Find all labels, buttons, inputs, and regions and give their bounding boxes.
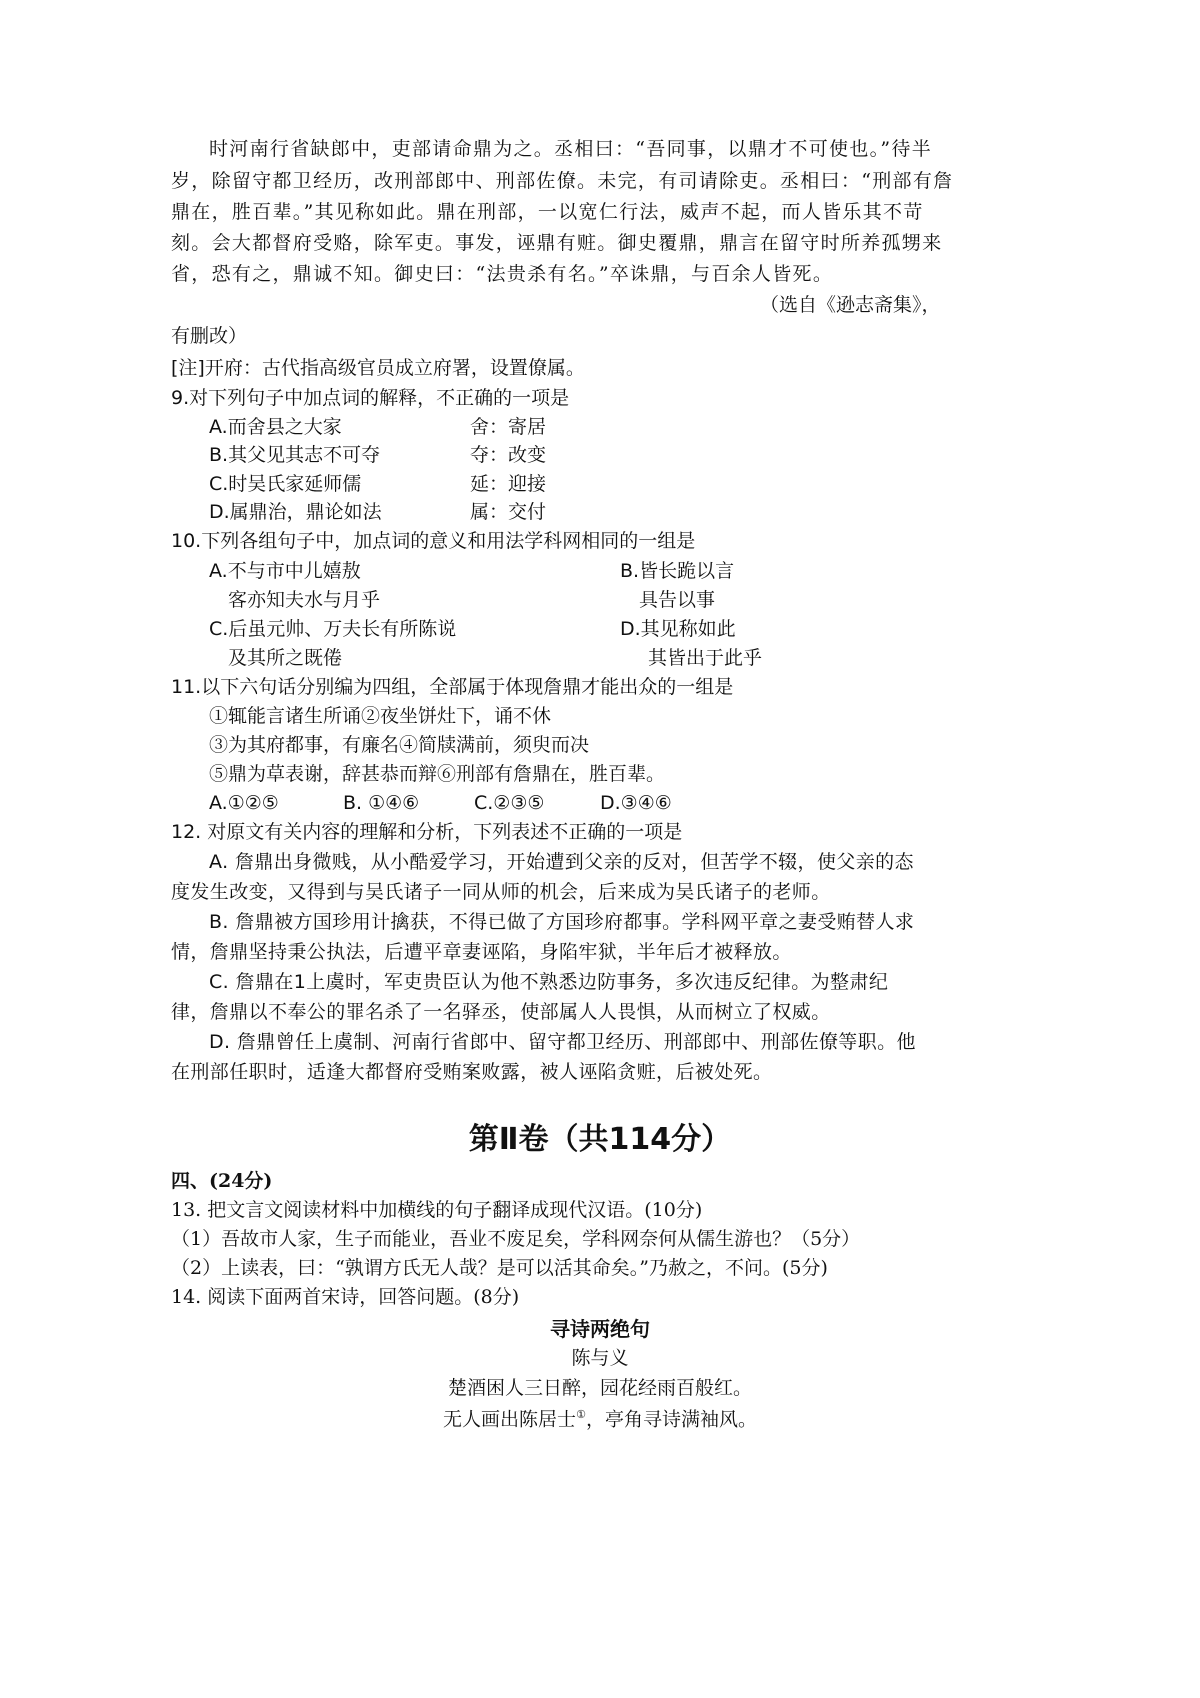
question-9-gloss-c: 延：迎接 bbox=[470, 473, 547, 495]
poem-line-2 bbox=[0, 1409, 1200, 1429]
passage-line: 刻。会大都督府受赂，除军吏。事发，诬鼎有赃。御史覆鼎，鼎言在留守时所养孤甥来 bbox=[171, 232, 943, 254]
question-11-option-a: A.①②⑤ bbox=[209, 792, 279, 814]
question-11-sentences-1: ①辄能言诸生所诵②夜坐饼灶下，诵不休 bbox=[209, 705, 552, 727]
section-4-heading: 四、(24分) bbox=[171, 1170, 273, 1192]
question-11-sentences-3: ⑤鼎为草表谢，辞甚恭而辩⑥刑部有詹鼎在，胜百辈。 bbox=[209, 763, 666, 785]
part-2-title: 第Ⅱ卷（共114分） bbox=[468, 1122, 732, 1157]
question-9-stem: 9.对下列句子中加点词的解释，不正确的一项是 bbox=[171, 387, 570, 409]
question-10-option-a-pair: 客亦知夫水与月乎 bbox=[228, 589, 381, 611]
passage-line: 省，恐有之，鼎诚不知。御史曰：“法贵杀有名。”卒诛鼎，与百余人皆死。 bbox=[171, 263, 834, 285]
question-11-option-b: B. ①④⑥ bbox=[343, 792, 420, 814]
question-10-option-c: C.后虽元帅、万夫长有所陈说 bbox=[209, 618, 457, 640]
passage-source-continued: 有删改） bbox=[171, 325, 248, 347]
poem-line-1: 楚酒困人三日醉，园花经雨百般红。 bbox=[447, 1377, 752, 1399]
question-13-stem: 13. 把文言文阅读材料中加横线的句子翻译成现代汉语。(10分) bbox=[171, 1199, 703, 1221]
passage-line: 鼎在，胜百辈。”其见称如此。鼎在刑部，一以宽仁行法，威声不起，而人皆乐其不苛 bbox=[171, 201, 924, 223]
question-11-sentences-2: ③为其府都事，有廉名④简牍满前，须臾而决 bbox=[209, 734, 590, 756]
question-9-option-d: D.属鼎治，鼎论如法 bbox=[209, 501, 382, 523]
question-9-option-c: C.时吴氏家延师儒 bbox=[209, 473, 362, 495]
question-14-stem: 14. 阅读下面两首宋诗，回答问题。(8分) bbox=[171, 1286, 520, 1308]
question-10-option-d-pair: 其皆出于此乎 bbox=[648, 647, 763, 669]
poem-title: 寻诗两绝句 bbox=[550, 1317, 650, 1341]
passage-source: （选自《逊志斋集》， bbox=[760, 294, 941, 316]
question-12-stem: 12. 对原文有关内容的理解和分析，下列表述不正确的一项是 bbox=[171, 821, 683, 843]
poem-line-2-second: ，亭角寻诗满袖风。 bbox=[585, 1408, 757, 1431]
passage-line: 岁，除留守都卫经历，改刑部郎中、刑部佐僚。未完，有司请除吏。丞相曰：“刑部有詹 bbox=[171, 170, 954, 192]
question-12-option-b-cont: 情，詹鼎坚持秉公执法，后遭平章妻诬陷，身陷牢狱，半年后才被释放。 bbox=[171, 941, 792, 963]
question-12-option-a: A. 詹鼎出身微贱，从小酷爱学习，开始遭到父亲的反对，但苦学不辍，使父亲的态 bbox=[209, 851, 914, 873]
question-9-gloss-d: 属：交付 bbox=[470, 501, 547, 523]
question-10-option-a: A.不与市中儿嬉敖 bbox=[209, 560, 361, 582]
poem-author: 陈与义 bbox=[571, 1347, 629, 1369]
question-12-option-c: C. 詹鼎在1上虞时，军吏贵臣认为他不熟悉边防事务，多次违反纪律。为整肃纪 bbox=[209, 971, 889, 993]
question-10-option-b-pair: 具告以事 bbox=[639, 589, 716, 611]
passage-line: 时河南行省缺郎中，吏部请命鼎为之。丞相曰：“吾同事，以鼎才不可使也。”待半 bbox=[209, 138, 933, 160]
question-11-stem: 11.以下六句话分别编为四组，全部属于体现詹鼎才能出众的一组是 bbox=[171, 676, 734, 698]
poem-line-2-first: 无人画出陈居士 bbox=[443, 1408, 577, 1431]
question-9-option-b: B.其父见其志不可夺 bbox=[209, 444, 381, 466]
question-10-option-b: B.皆长跪以言 bbox=[620, 560, 735, 582]
question-10-stem: 10.下列各组句子中，加点词的意义和用法学科网相同的一组是 bbox=[171, 530, 696, 552]
question-11-option-c: C.②③⑤ bbox=[474, 792, 545, 814]
question-12-option-d-cont: 在刑部任职时，适逢大都督府受贿案败露，被人诬陷贪赃，后被处死。 bbox=[171, 1061, 773, 1083]
question-9-gloss-b: 夺：改变 bbox=[470, 444, 547, 466]
question-9-option-a: A.而舍县之大家 bbox=[209, 416, 342, 438]
question-11-option-d: D.③④⑥ bbox=[600, 792, 672, 814]
footnote-marker: ① bbox=[576, 1408, 586, 1421]
passage-note: [注]开府：古代指高级官员成立府署，设置僚属。 bbox=[171, 357, 585, 379]
question-13-part-2: （2）上读表，曰：“孰谓方氏无人哉？是可以活其命矣。”乃赦之，不问。(5分) bbox=[171, 1257, 828, 1279]
question-12-option-d: D. 詹鼎曾任上虞制、河南行省郎中、留守都卫经历、刑部郎中、刑部佐僚等职。他 bbox=[209, 1031, 916, 1053]
question-10-option-d: D.其见称如此 bbox=[620, 618, 736, 640]
question-12-option-b: B. 詹鼎被方国珍用计擒获，不得已做了方国珍府都事。学科网平章之妻受贿替人求 bbox=[209, 911, 915, 933]
question-9-gloss-a: 舍：寄居 bbox=[470, 416, 547, 438]
question-12-option-c-cont: 律，詹鼎以不奉公的罪名杀了一名驿丞，使部属人人畏惧，从而树立了权威。 bbox=[171, 1001, 831, 1023]
question-10-option-c-pair: 及其所之既倦 bbox=[228, 647, 343, 669]
question-12-option-a-cont: 度发生改变，又得到与吴氏诸子一同从师的机会，后来成为吴氏诸子的老师。 bbox=[171, 881, 831, 903]
question-13-part-1: （1）吾故市人家，生子而能业，吾业不废足矣，学科网奈何从儒生游也？（5分） bbox=[171, 1228, 861, 1250]
